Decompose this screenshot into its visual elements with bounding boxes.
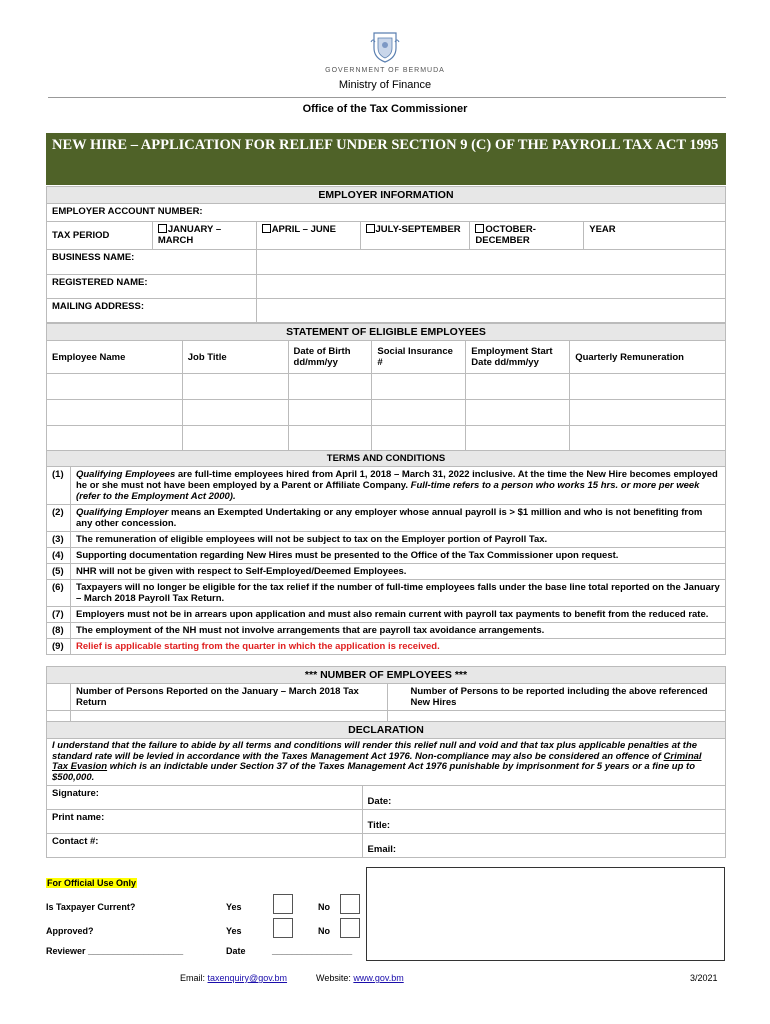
contact-label: Contact #: (52, 836, 99, 847)
checkbox[interactable] (262, 224, 271, 233)
declaration-table (46, 721, 726, 858)
period-label: JULY-SEPTEMBER (375, 224, 461, 235)
term-body: are full-time employees hired from April 1, 2018 – March 31, 2022 inclusive. At the time the New Hire becomes employed he or she must not have been employed by a Parent or Affiliate Company. (75, 469, 718, 491)
official-date-line: ________________ (272, 946, 353, 956)
term-text: Employers must not be in arrears upon application and must also remain current with payroll tax payments to benefit from the reduced rate. (70, 607, 725, 623)
employee-cell[interactable] (288, 400, 372, 426)
employee-cell[interactable] (47, 374, 183, 400)
registered-name-field[interactable] (256, 275, 725, 299)
title-label: Title: (367, 820, 391, 831)
official-use-heading: For Official Use Only (47, 878, 137, 888)
col-quarterly-remuneration: Quarterly Remuneration (570, 341, 726, 374)
term-number: (9) (47, 639, 71, 655)
employee-cell[interactable] (466, 426, 570, 452)
contact-field[interactable] (47, 834, 363, 858)
official-stamp-box[interactable] (366, 867, 725, 961)
spacer-cell (47, 684, 71, 711)
email-label: Email: (367, 844, 397, 855)
period-option-jan-mar[interactable] (152, 222, 256, 250)
print-name-label: Print name: (52, 812, 105, 823)
period-label: APRIL – JUNE (271, 224, 336, 235)
mailing-address-label: MAILING ADDRESS: (47, 299, 257, 323)
term-number: (3) (47, 532, 71, 548)
website-link[interactable]: www.gov.bm (353, 973, 404, 983)
checkbox[interactable] (158, 224, 167, 233)
registered-name-label: REGISTERED NAME: (47, 275, 257, 299)
period-label: OCTOBER-DECEMBER (475, 224, 536, 246)
office-name: Office of the Tax Commissioner (302, 103, 468, 115)
col-start-date: Employment Start Date dd/mm/yy (466, 341, 570, 374)
email-field[interactable] (362, 834, 725, 858)
checkbox[interactable] (475, 224, 484, 233)
employee-cell[interactable] (570, 400, 726, 426)
term-lead: Qualifying Employees (75, 469, 176, 480)
declaration-part-a: I understand that the failure to abide by all terms and conditions will render this relief null and void and that tax plus applicable penalties at the standard rate will be levied in accordance with the Taxes Management Act 1976. Non-compliance may also be considered an offence of (52, 740, 698, 762)
header-divider (48, 97, 726, 98)
section-employer-info: EMPLOYER INFORMATION (47, 187, 726, 204)
approved-yes-checkbox[interactable] (273, 918, 293, 938)
current-yes-checkbox[interactable] (273, 894, 293, 914)
footer-website (316, 973, 404, 983)
print-name-field[interactable] (47, 810, 363, 834)
terms-table (46, 450, 726, 655)
business-name-field[interactable] (256, 250, 725, 275)
approved-question: Approved? (46, 926, 94, 936)
employer-info-table (46, 186, 726, 323)
no-label: No (318, 902, 330, 912)
period-option-oct-dec[interactable] (470, 222, 584, 250)
term-text (70, 505, 725, 532)
no-label: No (318, 926, 330, 936)
date-field[interactable] (362, 786, 725, 810)
business-name-label: BUSINESS NAME: (47, 250, 257, 275)
ministry-name: Ministry of Finance (338, 79, 432, 91)
employee-cell[interactable] (570, 374, 726, 400)
col-employee-name: Employee Name (47, 341, 183, 374)
employee-cell[interactable] (466, 374, 570, 400)
reported-persons-label: Number of Persons Reported on the January – March 2018 Tax Return (70, 684, 388, 711)
period-option-jul-sep[interactable] (360, 222, 470, 250)
section-number-of-employees: *** NUMBER OF EMPLOYEES *** (47, 667, 726, 684)
bermuda-crest-icon (370, 30, 400, 64)
yes-label: Yes (226, 926, 242, 936)
term-number: (6) (47, 580, 71, 607)
table-row (47, 374, 726, 400)
term-number: (8) (47, 623, 71, 639)
taxpayer-current-question: Is Taxpayer Current? (46, 902, 136, 912)
term-text-highlight: Relief is applicable starting from the quarter in which the application is received. (70, 639, 725, 655)
employee-cell[interactable] (372, 426, 466, 452)
term-text: The employment of the NH must not involve arrangements that are payroll tax avoidance arrangements. (70, 623, 725, 639)
new-hire-persons-label: Number of Persons to be reported including the above referenced New Hires (388, 684, 726, 711)
term-number: (2) (47, 505, 71, 532)
term-lead: Qualifying Employer (75, 507, 169, 518)
employee-cell[interactable] (570, 426, 726, 452)
footer-email (180, 973, 287, 983)
employee-cell[interactable] (182, 426, 288, 452)
col-social-insurance: Social Insurance # (372, 341, 466, 374)
term-number: (7) (47, 607, 71, 623)
term-text: Supporting documentation regarding New Hires must be presented to the Office of the Tax Commissioner upon request. (70, 548, 725, 564)
term-text: The remuneration of eligible employees will not be subject to tax on the Employer portion of Payroll Tax. (70, 532, 725, 548)
term-note: Full-time refers to a person who works 15 hrs. or more per week (refer to the Employment Act 2000). (75, 480, 700, 502)
criminal-tax-evasion-text: Criminal Tax Evasion (52, 750, 702, 772)
period-label: JANUARY – MARCH (157, 224, 222, 246)
yes-label: Yes (226, 902, 242, 912)
term-text: Taxpayers will no longer be eligible for the tax relief if the number of full-time employees falls under the base line total reported on the January – March 2018 Payroll Tax Return. (70, 580, 725, 607)
employer-account-number-field[interactable] (47, 204, 726, 222)
declaration-part-b: which is an indictable under Section 37 of the Taxes Management Act 1976 punishable by imprisonment for 5 years or a fine up to $500,000. (52, 761, 695, 783)
employee-cell[interactable] (288, 374, 372, 400)
official-date-label: Date (226, 946, 246, 956)
period-option-apr-jun[interactable] (256, 222, 360, 250)
form-title: NEW HIRE – APPLICATION FOR RELIEF UNDER SECTION 9 (C) OF THE PAYROLL TAX ACT 1995 (46, 133, 726, 185)
signature-field[interactable] (47, 786, 363, 810)
title-field[interactable] (362, 810, 725, 834)
term-text (70, 467, 725, 505)
email-link[interactable]: taxenquiry@gov.bm (207, 973, 288, 983)
table-row (47, 426, 726, 452)
employee-cell[interactable] (47, 426, 183, 452)
employee-cell[interactable] (182, 400, 288, 426)
year-field[interactable] (584, 222, 726, 250)
current-no-checkbox[interactable] (340, 894, 360, 914)
section-terms: TERMS AND CONDITIONS (47, 451, 726, 467)
term-text: NHR will not be given with respect to Self-Employed/Deemed Employees. (70, 564, 725, 580)
footer-website-label: Website: (316, 973, 351, 983)
term-number: (4) (47, 548, 71, 564)
footer-email-label: Email: (180, 973, 206, 983)
mailing-address-field[interactable] (256, 299, 725, 323)
checkbox[interactable] (366, 224, 375, 233)
section-declaration: DECLARATION (47, 722, 726, 739)
government-name: GOVERNMENT OF BERMUDA (325, 67, 445, 74)
term-number: (5) (47, 564, 71, 580)
tax-period-label: TAX PERIOD (47, 222, 153, 250)
approved-no-checkbox[interactable] (340, 918, 360, 938)
eligible-employees-table (46, 323, 726, 452)
employee-cell[interactable] (466, 400, 570, 426)
reviewer-line: Reviewer ___________________ (46, 946, 184, 956)
section-eligible-employees: STATEMENT OF ELIGIBLE EMPLOYEES (47, 324, 726, 341)
year-label: YEAR (589, 224, 616, 235)
term-number: (1) (47, 467, 71, 505)
col-job-title: Job Title (182, 341, 288, 374)
employee-cell[interactable] (372, 400, 466, 426)
date-label: Date: (367, 796, 392, 807)
employee-cell[interactable] (288, 426, 372, 452)
table-row (47, 400, 726, 426)
term-body: means an Exempted Undertaking or any employer whose annual payroll is > $1 million and who is not benefiting from any other concession. (75, 507, 703, 529)
employee-cell[interactable] (47, 400, 183, 426)
form-version: 3/2021 (690, 973, 718, 983)
signature-label: Signature: (52, 788, 99, 799)
declaration-text (47, 739, 726, 786)
employee-cell[interactable] (182, 374, 288, 400)
col-date-of-birth: Date of Birth dd/mm/yy (288, 341, 372, 374)
employee-cell[interactable] (372, 374, 466, 400)
number-of-employees-table (46, 666, 726, 727)
employer-account-label: EMPLOYER ACCOUNT NUMBER: (52, 206, 203, 217)
